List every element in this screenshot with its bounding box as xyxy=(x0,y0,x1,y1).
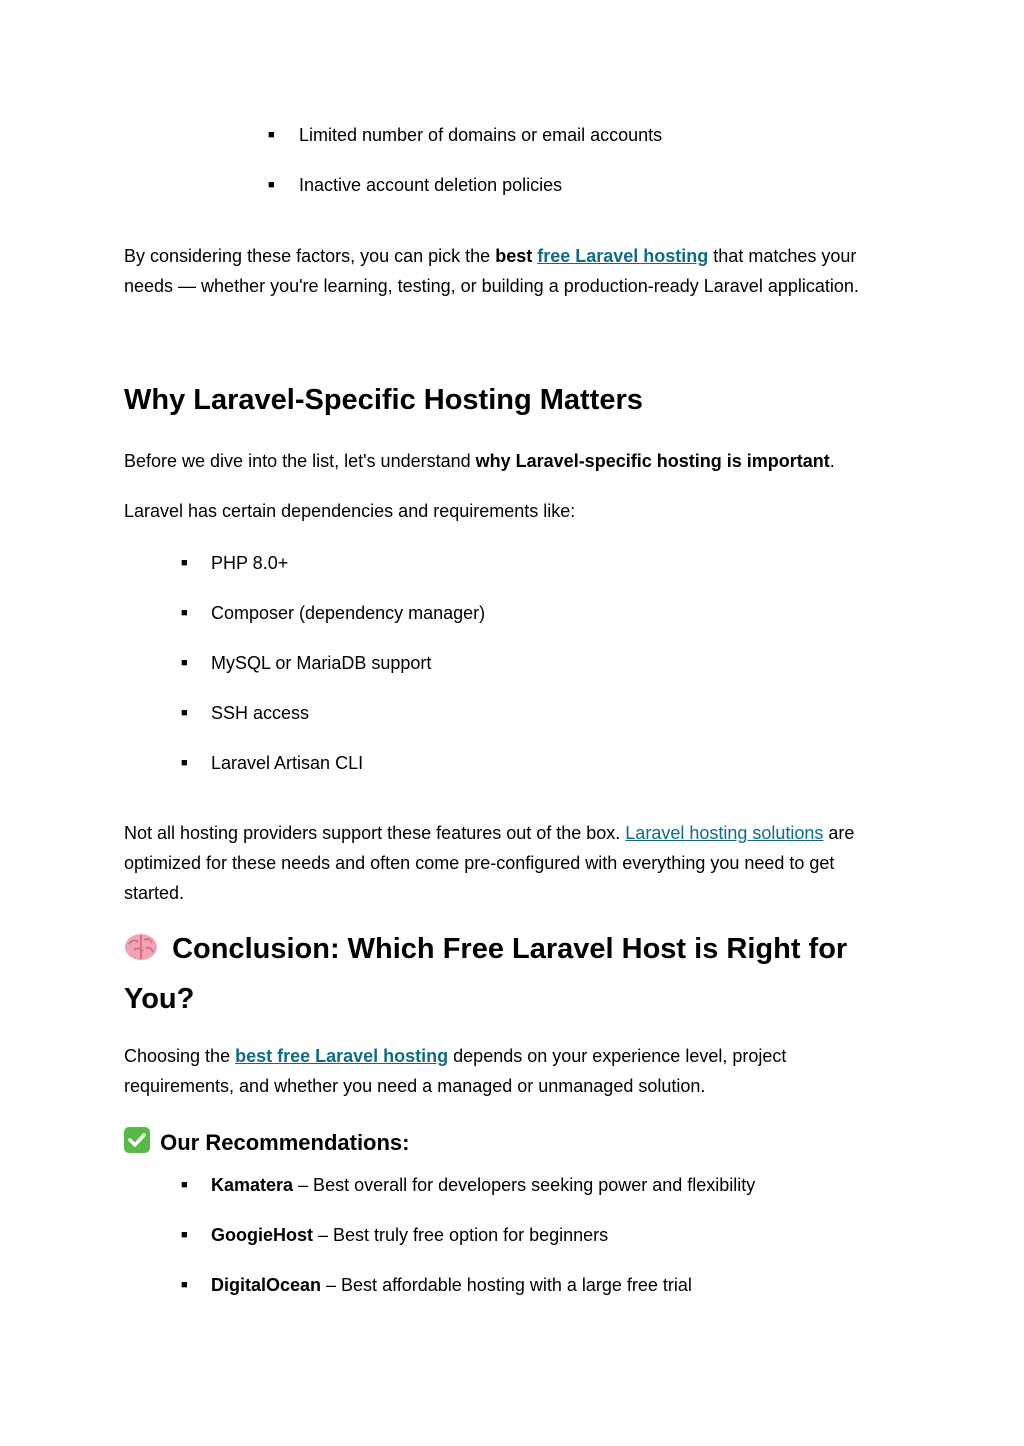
paragraph-line: needs — whether you're learning, testing, or building a production-ready Laravel application. xyxy=(124,276,859,296)
recommendations-heading: Our Recommendations: xyxy=(124,1127,410,1161)
list-item: Limited number of domains or email accounts xyxy=(299,125,663,145)
square-bullet-icon: ■ xyxy=(181,657,188,669)
bold-text: why Laravel-specific hosting is important xyxy=(475,451,830,471)
paragraph-line: started. xyxy=(124,883,185,903)
square-bullet-icon: ■ xyxy=(181,607,188,619)
list-item: DigitalOcean – Best affordable hosting with a large free trial xyxy=(211,1275,692,1295)
list-item: MySQL or MariaDB support xyxy=(211,653,432,673)
list-item: Kamatera – Best overall for developers seeking power and flexibility xyxy=(211,1175,756,1195)
square-bullet-icon: ■ xyxy=(181,557,188,569)
bold-text: best xyxy=(495,246,533,266)
paragraph-line: By considering these factors, you can pick the best free Laravel hosting that matches your xyxy=(124,246,857,266)
paragraph-line: optimized for these needs and often come pre-configured with everything you need to get xyxy=(124,853,835,873)
why-heading: Why Laravel-Specific Hosting Matters xyxy=(124,384,643,416)
best-free-laravel-hosting-link[interactable]: best free Laravel hosting xyxy=(235,1046,449,1066)
free-laravel-hosting-link[interactable]: free Laravel hosting xyxy=(537,246,709,266)
deps-intro-paragraph: Laravel has certain dependencies and requirements like: xyxy=(124,501,576,521)
square-bullet-icon: ■ xyxy=(181,1179,188,1191)
square-bullet-icon: ■ xyxy=(181,1279,188,1291)
conclusion-paragraph xyxy=(124,1041,914,1101)
paragraph-line: Choosing the best free Laravel hosting depends on your experience level, project xyxy=(124,1046,787,1066)
considering-paragraph xyxy=(124,241,914,301)
check-mark-icon xyxy=(124,1127,150,1161)
square-bullet-icon: ■ xyxy=(181,707,188,719)
support-paragraph xyxy=(124,818,914,908)
laravel-hosting-solutions-link[interactable]: Laravel hosting solutions xyxy=(625,823,824,843)
paragraph-line: requirements, and whether you need a managed or unmanaged solution. xyxy=(124,1076,706,1096)
paragraph-line: Not all hosting providers support these features out of the box. Laravel hosting solutions are xyxy=(124,823,855,843)
conclusion-heading: Conclusion: Which Free Laravel Host is Right for You? xyxy=(124,926,847,1022)
list-item: Inactive account deletion policies xyxy=(299,175,563,195)
list-item: PHP 8.0+ xyxy=(211,553,289,573)
square-bullet-icon: ■ xyxy=(181,757,188,769)
square-bullet-icon: ■ xyxy=(268,179,275,191)
square-bullet-icon: ■ xyxy=(268,129,275,141)
list-item: SSH access xyxy=(211,703,310,723)
list-item: GoogieHost – Best truly free option for beginners xyxy=(211,1225,609,1245)
list-item: Laravel Artisan CLI xyxy=(211,753,364,773)
square-bullet-icon: ■ xyxy=(181,1229,188,1241)
brain-icon xyxy=(124,930,158,976)
why-intro-paragraph: Before we dive into the list, let's understand why Laravel-specific hosting is important. xyxy=(124,451,835,471)
list-item: Composer (dependency manager) xyxy=(211,603,486,623)
